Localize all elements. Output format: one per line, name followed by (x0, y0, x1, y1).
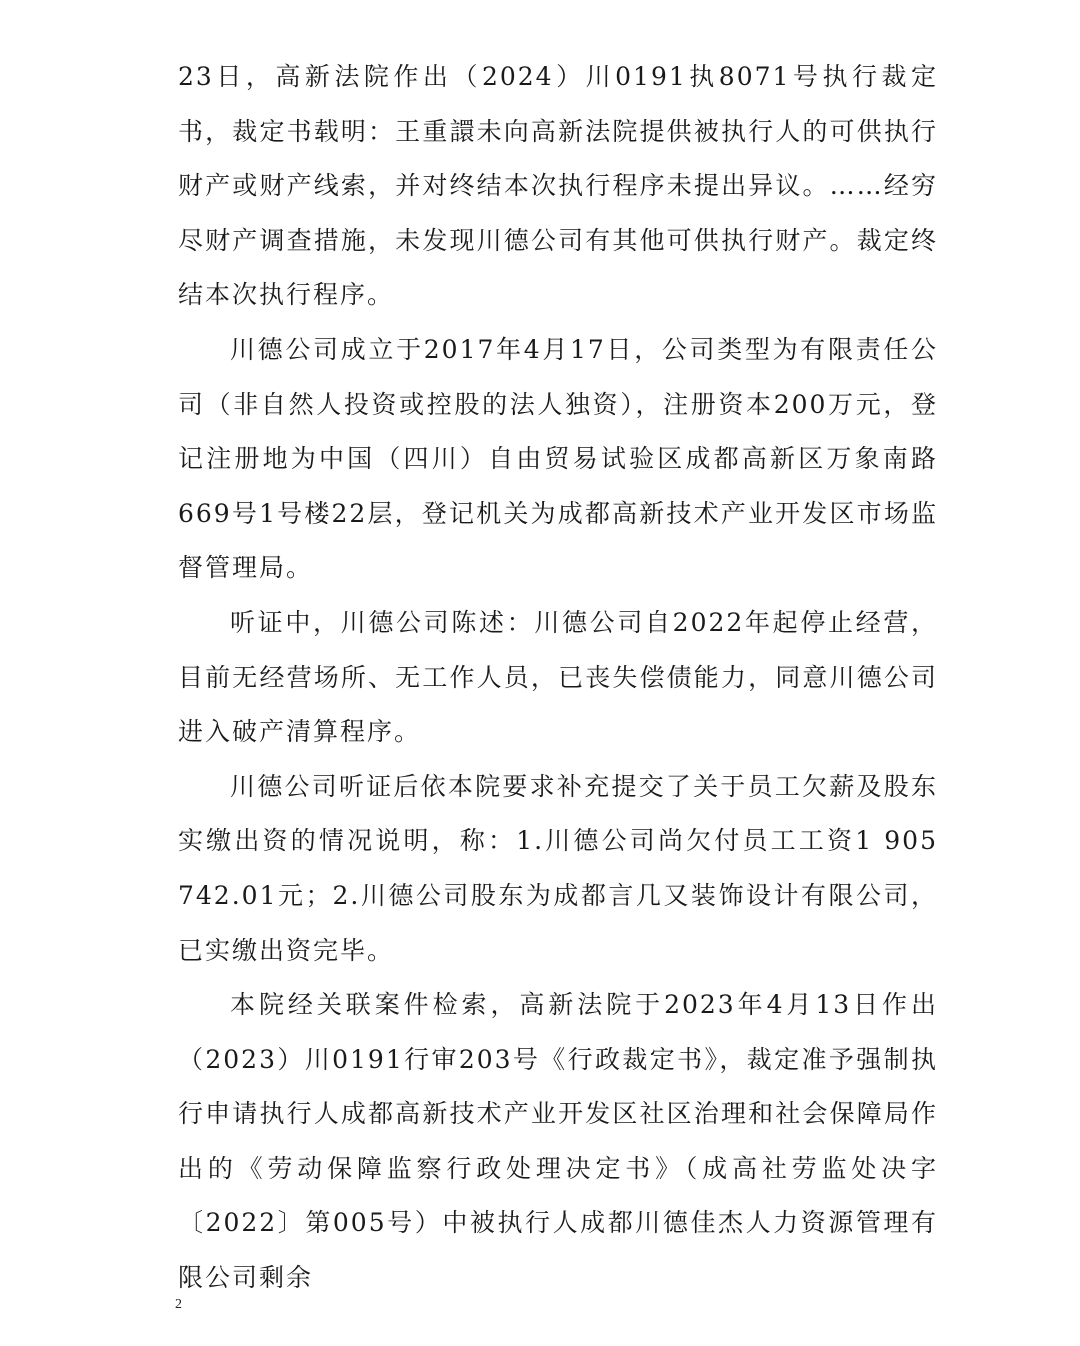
paragraph-related-case: 本院经关联案件检索，高新法院于2023年4月13日作出（2023）川0191行审203号《行政裁定书》，裁定准予强制执行申请执行人成都高新技术产业开发区社区治理和社会保障局作出的《劳动保障监察行政处理决定书》（成高社劳监处决字〔2022〕第005号）中被执行人成都川德佳杰人力资源管理有限公司剩余 (178, 990, 938, 1293)
paragraph-hearing-statement: 听证中，川德公司陈述：川德公司自2022年起停止经营，目前无经营场所、无工作人员，已丧失偿债能力，同意川德公司进入破产清算程序。 (178, 607, 938, 747)
paragraph-company-info: 川德公司成立于2017年4月17日，公司类型为有限责任公司（非自然人投资或控股的法人独资），注册资本200万元，登记注册地为中国（四川）自由贸易试验区成都高新区万象南路669号1号楼22层，登记机关为成都高新技术产业开发区市场监督管理局。 (178, 334, 938, 583)
paragraph-supplementary-statement: 川德公司听证后依本院要求补充提交了关于员工欠薪及股东实缴出资的情况说明，称：1.川德公司尚欠付员工工资1 905 742.01元；2.川德公司股东为成都言几又装饰设计有限公司，已实缴出资完毕。 (178, 771, 938, 965)
paragraph-continuation: 23日，高新法院作出（2024）川0191执8071号执行裁定书，裁定书载明：王重譞未向高新法院提供被执行人的可供执行财产或财产线索，并对终结本次执行程序未提出异议。……经穷尽财产调查措施，未发现川德公司有其他可供执行财产。裁定终结本次执行程序。 (178, 62, 938, 310)
page-number: 2 (175, 1297, 182, 1312)
document-body (178, 50, 938, 1306)
